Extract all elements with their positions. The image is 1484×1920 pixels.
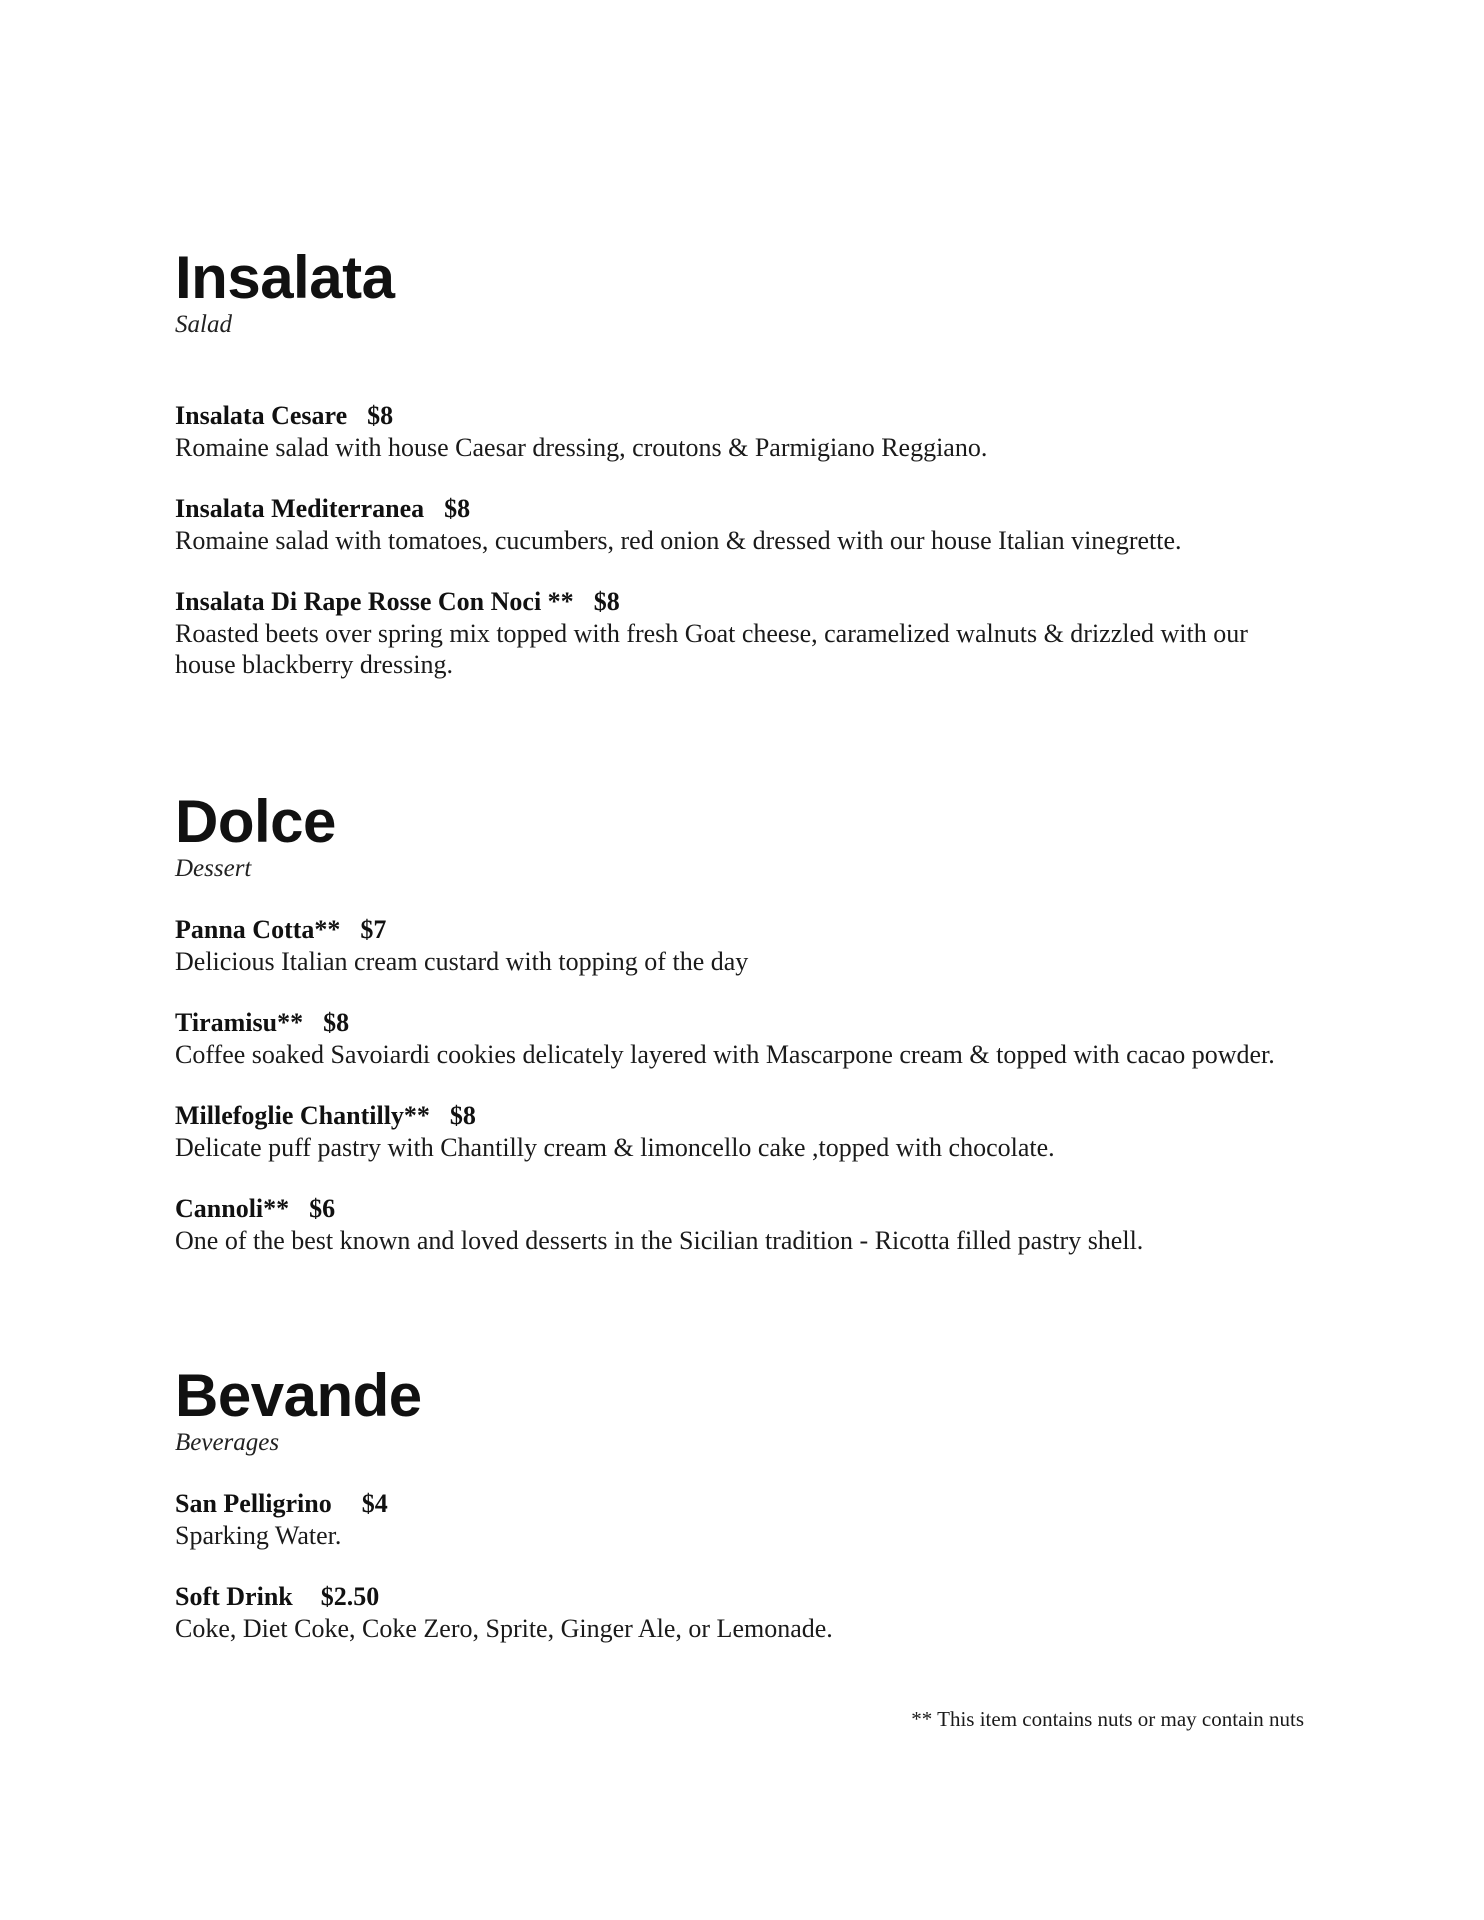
item-description: Romaine salad with house Caesar dressing, croutons & Parmigiano Reggiano.: [175, 433, 988, 462]
item-header: [175, 586, 1315, 618]
item-price: $8: [367, 401, 394, 430]
menu-items: [175, 914, 1315, 1256]
item-name: Tiramisu**: [175, 1008, 304, 1037]
item-price: $2.50: [320, 1582, 380, 1611]
menu-item: [175, 1007, 1315, 1070]
item-price: $8: [444, 494, 471, 523]
nut-allergy-footnote: ** This item contains nuts or may contain nuts: [911, 1707, 1304, 1731]
item-header: [175, 1488, 1315, 1520]
item-header: [175, 914, 1315, 946]
section-subtitle: Salad: [175, 311, 232, 338]
menu-item: [175, 914, 1315, 977]
item-header: [175, 400, 1315, 432]
item-description: Coke, Diet Coke, Coke Zero, Sprite, Ginger Ale, or Lemonade.: [175, 1614, 833, 1643]
item-header: [175, 1581, 1315, 1613]
item-name: San Pelligrino: [175, 1489, 332, 1518]
item-price: $8: [449, 1101, 476, 1130]
item-name: Insalata Mediterranea: [175, 494, 425, 523]
item-name: Insalata Cesare: [175, 401, 348, 430]
item-price: $6: [309, 1194, 336, 1223]
item-name: Cannoli**: [175, 1194, 290, 1223]
section-subtitle: Beverages: [175, 1429, 280, 1456]
item-description: Delicious Italian cream custard with topping of the day: [175, 947, 749, 976]
menu-item: [175, 400, 1315, 463]
section-bevande: [175, 1364, 1315, 1674]
item-description: Sparking Water.: [175, 1521, 342, 1550]
item-header: [175, 1100, 1315, 1132]
menu-item: [175, 1581, 1315, 1644]
section-subtitle: Dessert: [175, 855, 252, 882]
menu-items: [175, 400, 1315, 680]
item-name: Insalata Di Rape Rosse Con Noci **: [175, 587, 574, 616]
item-price: $4: [361, 1489, 388, 1518]
section-title: Bevande: [175, 1362, 422, 1429]
item-description: Roasted beets over spring mix topped with fresh Goat cheese, caramelized walnuts & drizzled with our house blackberry dressing.: [175, 619, 1248, 679]
item-price: $8: [323, 1008, 350, 1037]
item-name: Panna Cotta**: [175, 915, 341, 944]
section-title: Dolce: [175, 788, 336, 855]
menu-item: [175, 586, 1315, 680]
item-description: One of the best known and loved desserts in the Sicilian tradition - Ricotta filled pastry shell.: [175, 1226, 1144, 1255]
item-header: [175, 493, 1315, 525]
item-description: Romaine salad with tomatoes, cucumbers, red onion & dressed with our house Italian vinegrette.: [175, 526, 1182, 555]
item-description: Delicate puff pastry with Chantilly cream & limoncello cake ,topped with chocolate.: [175, 1133, 1055, 1162]
menu-item: [175, 1193, 1315, 1256]
menu-item: [175, 493, 1315, 556]
item-description: Coffee soaked Savoiardi cookies delicately layered with Mascarpone cream & topped with cacao powder.: [175, 1040, 1275, 1069]
item-name: Millefoglie Chantilly**: [175, 1101, 430, 1130]
item-header: [175, 1193, 1315, 1225]
item-price: $7: [360, 915, 387, 944]
menu-item: [175, 1488, 1315, 1551]
menu-item: [175, 1100, 1315, 1163]
menu-items: [175, 1488, 1315, 1644]
item-price: $8: [593, 587, 620, 616]
section-dolce: [175, 790, 1315, 1286]
section-insalata: [175, 246, 1315, 710]
section-title: Insalata: [175, 244, 395, 311]
item-name: Soft Drink: [175, 1582, 293, 1611]
item-header: [175, 1007, 1315, 1039]
